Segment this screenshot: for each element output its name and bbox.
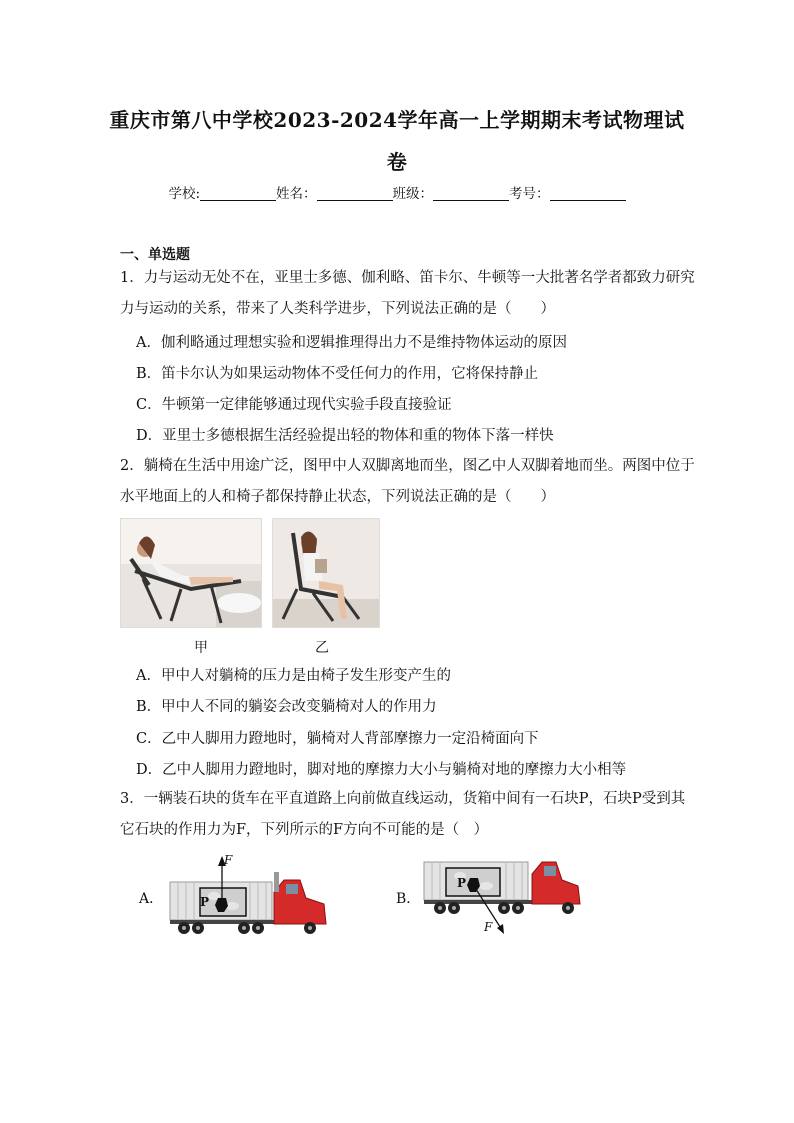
- q3-figure-a-force-label: F: [224, 853, 233, 867]
- lounge-chair-photo-a: [120, 518, 262, 628]
- number-label: 考号：: [509, 186, 550, 202]
- name-label: 姓名：: [276, 186, 317, 202]
- photo-a-caption: 甲: [194, 640, 208, 656]
- q2-option-d: D．乙中人脚用力蹬地时，脚对地的摩擦力大小与躺椅对地的摩擦力大小相等: [136, 762, 627, 778]
- q2-option-c: C．乙中人脚用力蹬地时，躺椅对人背部摩擦力一定沿椅面向下: [136, 731, 539, 747]
- q3-figure-b-truck: [418, 852, 590, 942]
- school-label: 学校:: [168, 186, 201, 202]
- student-info-line: [0, 182, 794, 202]
- q3-figure-a-label: A．: [139, 891, 164, 907]
- q1-option-c: C．牛顿第一定律能够通过现代实验手段直接验证: [136, 397, 452, 413]
- q1-option-d: D．亚里士多德根据生活经验提出轻的物体和重的物体下落一样快: [136, 428, 554, 444]
- q3-figure-a-truck: [160, 852, 332, 942]
- lounge-chair-photo-b: [272, 518, 380, 628]
- q1-option-a: A．伽利略通过理想实验和逻辑推理得出力不是维持物体运动的原因: [136, 335, 567, 351]
- q3-figure-b-label: B．: [396, 891, 421, 907]
- q1-stem-line2: 力与运动的关系，带来了人类科学进步，下列说法正确的是（ ）: [120, 301, 555, 317]
- q1-stem-line1: 1．力与运动无处不在，亚里士多德、伽利略、笛卡尔、牛顿等一大批著名学者都致力研究: [120, 270, 695, 286]
- name-blank: [317, 186, 393, 201]
- q3-figure-b-force-label: F: [484, 920, 493, 934]
- q2-option-a: A．甲中人对躺椅的压力是由椅子发生形变产生的: [136, 668, 451, 684]
- q2-option-b: B．甲中人不同的躺姿会改变躺椅对人的作用力: [136, 699, 437, 715]
- school-blank: [200, 186, 276, 201]
- q3-figure-b-stone-label: P: [457, 876, 467, 890]
- q3-figure-a-stone-label: P: [200, 895, 210, 909]
- q2-stem-line2: 水平地面上的人和椅子都保持静止状态，下列说法正确的是（ ）: [120, 489, 555, 505]
- page-title-continued: 卷: [386, 150, 408, 174]
- page-title: 重庆市第八中学校2023-2024学年高一上学期期末考试物理试: [109, 108, 685, 132]
- q3-stem-line1: 3．一辆装石块的货车在平直道路上向前做直线运动，货箱中间有一石块P，石块P受到其: [120, 791, 686, 807]
- q1-option-b: B．笛卡尔认为如果运动物体不受任何力的作用，它将保持静止: [136, 366, 539, 382]
- number-blank: [550, 186, 626, 201]
- q2-stem-line1: 2．躺椅在生活中用途广泛，图甲中人双脚离地而坐，图乙中人双脚着地而坐。两图中位于: [120, 458, 695, 474]
- section-heading: 一、单选题: [120, 247, 190, 263]
- photo-b-caption: 乙: [315, 640, 329, 656]
- q3-stem-line2: 它石块的作用力为F，下列所示的F方向不可能的是（ ）: [120, 822, 489, 838]
- class-blank: [433, 186, 509, 201]
- class-label: 班级：: [392, 186, 434, 202]
